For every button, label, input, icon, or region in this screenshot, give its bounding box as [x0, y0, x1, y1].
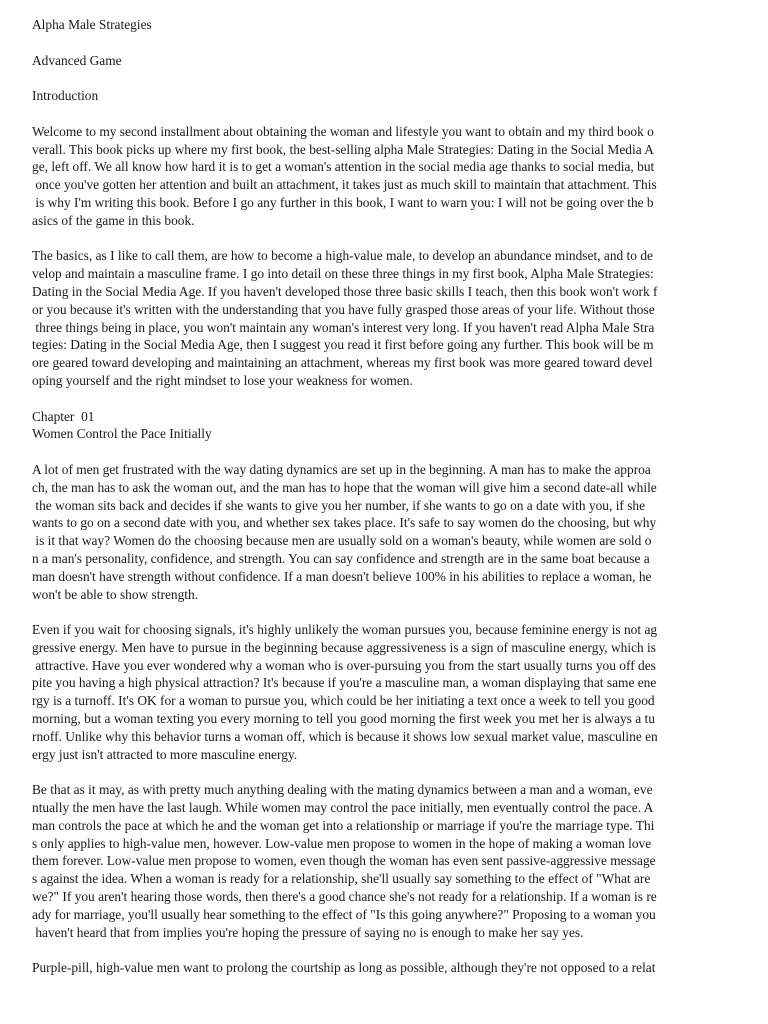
text-line: verall. This book picks up where my first book, the best-selling alpha Male Strategies: Dating in the Social Media A — [32, 141, 654, 157]
text-line: wants to go on a second date with you, and whether sex takes place. It's safe to say women do the choosing, but why — [32, 515, 657, 531]
text-line: ge, left off. We all know how hard it is to get a woman's attention in the social media age thanks to social media, but — [32, 159, 655, 175]
text-line: Even if you wait for choosing signals, it's highly unlikely the woman pursues you, because feminine energy is not ag — [32, 622, 658, 638]
text-line: The basics, as I like to call them, are how to become a high-value male, to develop an abundance mindset, and to de — [32, 248, 653, 264]
text-line: Dating in the Social Media Age. If you haven't developed those three basic skills I teach, then this book won't work f — [32, 283, 658, 299]
text-line: is why I'm writing this book. Before I go any further in this book, I want to warn you: I will not be going over the b — [32, 194, 654, 210]
text-line: haven't heard that from implies you're hoping the pressure of saying no is enough to make her say yes. — [32, 924, 584, 940]
text-line: asics of the game in this book. — [32, 212, 195, 228]
text-line: man doesn't have strength without confidence. If a man doesn't believe 100% in his abilities to replace a woman, he — [32, 568, 652, 584]
text-line: man controls the pace at which he and the woman get into a relationship or marriage if you're the marriage type. Thi — [32, 817, 655, 833]
intro-paragraph-2 — [32, 247, 740, 389]
chapter-paragraph-2 — [32, 621, 740, 763]
spacer — [32, 763, 740, 781]
text-line: gressive energy. Men have to pursue in the beginning because aggressiveness is a sign of masculine energy, which is — [32, 639, 656, 655]
spacer — [32, 69, 740, 87]
text-line: them forever. Low-value men propose to women, even though the woman has even sent passive-aggressive message — [32, 853, 656, 869]
text-line: won't be able to show strength. — [32, 586, 199, 602]
document-subtitle: Advanced Game — [32, 52, 122, 68]
text-line: ergy just isn't attracted to more masculine energy. — [32, 746, 298, 762]
chapter-number: Chapter 01 — [32, 408, 95, 424]
text-line: ntually the men have the last laugh. While women may control the pace initially, men eventually control the pace. A — [32, 800, 654, 816]
text-line: three things being in place, you won't maintain any woman's interest very long. If you haven't read Alpha Male Stra — [32, 319, 655, 335]
intro-paragraph-1 — [32, 123, 740, 230]
text-line: or you because it's written with the understanding that you have fully grasped those areas of your life. Without those — [32, 301, 655, 317]
text-line: oping yourself and the right mindset to lose your weakness for women. — [32, 372, 413, 388]
text-line: rnoff. Unlike why this behavior turns a woman off, which is because it shows low sexual market value, masculine en — [32, 728, 658, 744]
text-line: s against the idea. When a woman is ready for a relationship, she'll usually say something to the effect of "What are — [32, 871, 651, 887]
text-line: ch, the man has to ask the woman out, and the man has to hope that the woman will give him a second date-all while — [32, 479, 657, 495]
text-line: ore geared toward developing and maintaining an attachment, whereas my first book was more geared toward devel — [32, 355, 653, 371]
text-line: attractive. Have you ever wondered why a woman who is over-pursuing you from the start usually turns you off des — [32, 657, 656, 673]
text-line: n a man's personality, confidence, and strength. You can say confidence and strength are in the same boat because a — [32, 550, 650, 566]
text-line: is it that way? Women do the choosing because men are usually sold on a woman's beauty, while women are sold o — [32, 533, 652, 549]
text-line: Be that as it may, as with pretty much anything dealing with the mating dynamics between a man and a woman, eve — [32, 782, 653, 798]
spacer — [32, 941, 740, 959]
chapter-paragraph-3 — [32, 781, 740, 941]
document-title: Alpha Male Strategies — [32, 17, 152, 32]
spacer — [32, 105, 740, 123]
spacer — [32, 443, 740, 461]
text-line: morning, but a woman texting you every morning to tell you good morning the first week you met her is always a tu — [32, 711, 655, 727]
text-line: velop and maintain a masculine frame. I go into detail on these three things in my first book, Alpha Male Strategies: — [32, 266, 654, 282]
text-line: rgy is a turnoff. It's OK for a woman to pursue you, which could be her initiating a text once a week to tell you good — [32, 693, 655, 709]
text-line: the woman sits back and decides if she wants to give you her number, if she wants to go on a date with you, if she — [32, 497, 646, 513]
text-line: A lot of men get frustrated with the way dating dynamics are set up in the beginning. A man has to make the approa — [32, 461, 651, 477]
text-line: pite you having a high physical attraction? It's because if you're a masculine man, a woman displaying that same ene — [32, 675, 657, 691]
text-line: s only applies to high-value men, however. Low-value men propose to women in the hope of making a woman love — [32, 835, 652, 851]
spacer — [32, 230, 740, 248]
text-line: Welcome to my second installment about obtaining the woman and lifestyle you want to obtain and my third book o — [32, 123, 654, 139]
spacer — [32, 34, 740, 52]
text-line: Purple-pill, high-value men want to prolong the courtship as long as possible, although they're not opposed to a relat — [32, 960, 656, 976]
text-line: we?" If you aren't hearing those words, then there's a good chance she's not ready for a relationship. If a woman is re — [32, 889, 657, 905]
document-page — [32, 16, 740, 977]
spacer — [32, 390, 740, 408]
chapter-paragraph-1 — [32, 461, 740, 603]
spacer — [32, 603, 740, 621]
chapter-title: Women Control the Pace Initially — [32, 426, 212, 442]
text-line: once you've gotten her attention and built an attachment, it takes just as much skill to maintain that attachment. This — [32, 177, 657, 193]
text-line: tegies: Dating in the Social Media Age, then I suggest you read it first before going any further. This book will be m — [32, 337, 654, 353]
text-line: ady for marriage, you'll usually hear something to the effect of "Is this going anywhere?" Proposing to a woman you — [32, 906, 656, 922]
chapter-paragraph-4 — [32, 959, 740, 977]
section-heading: Introduction — [32, 88, 99, 104]
